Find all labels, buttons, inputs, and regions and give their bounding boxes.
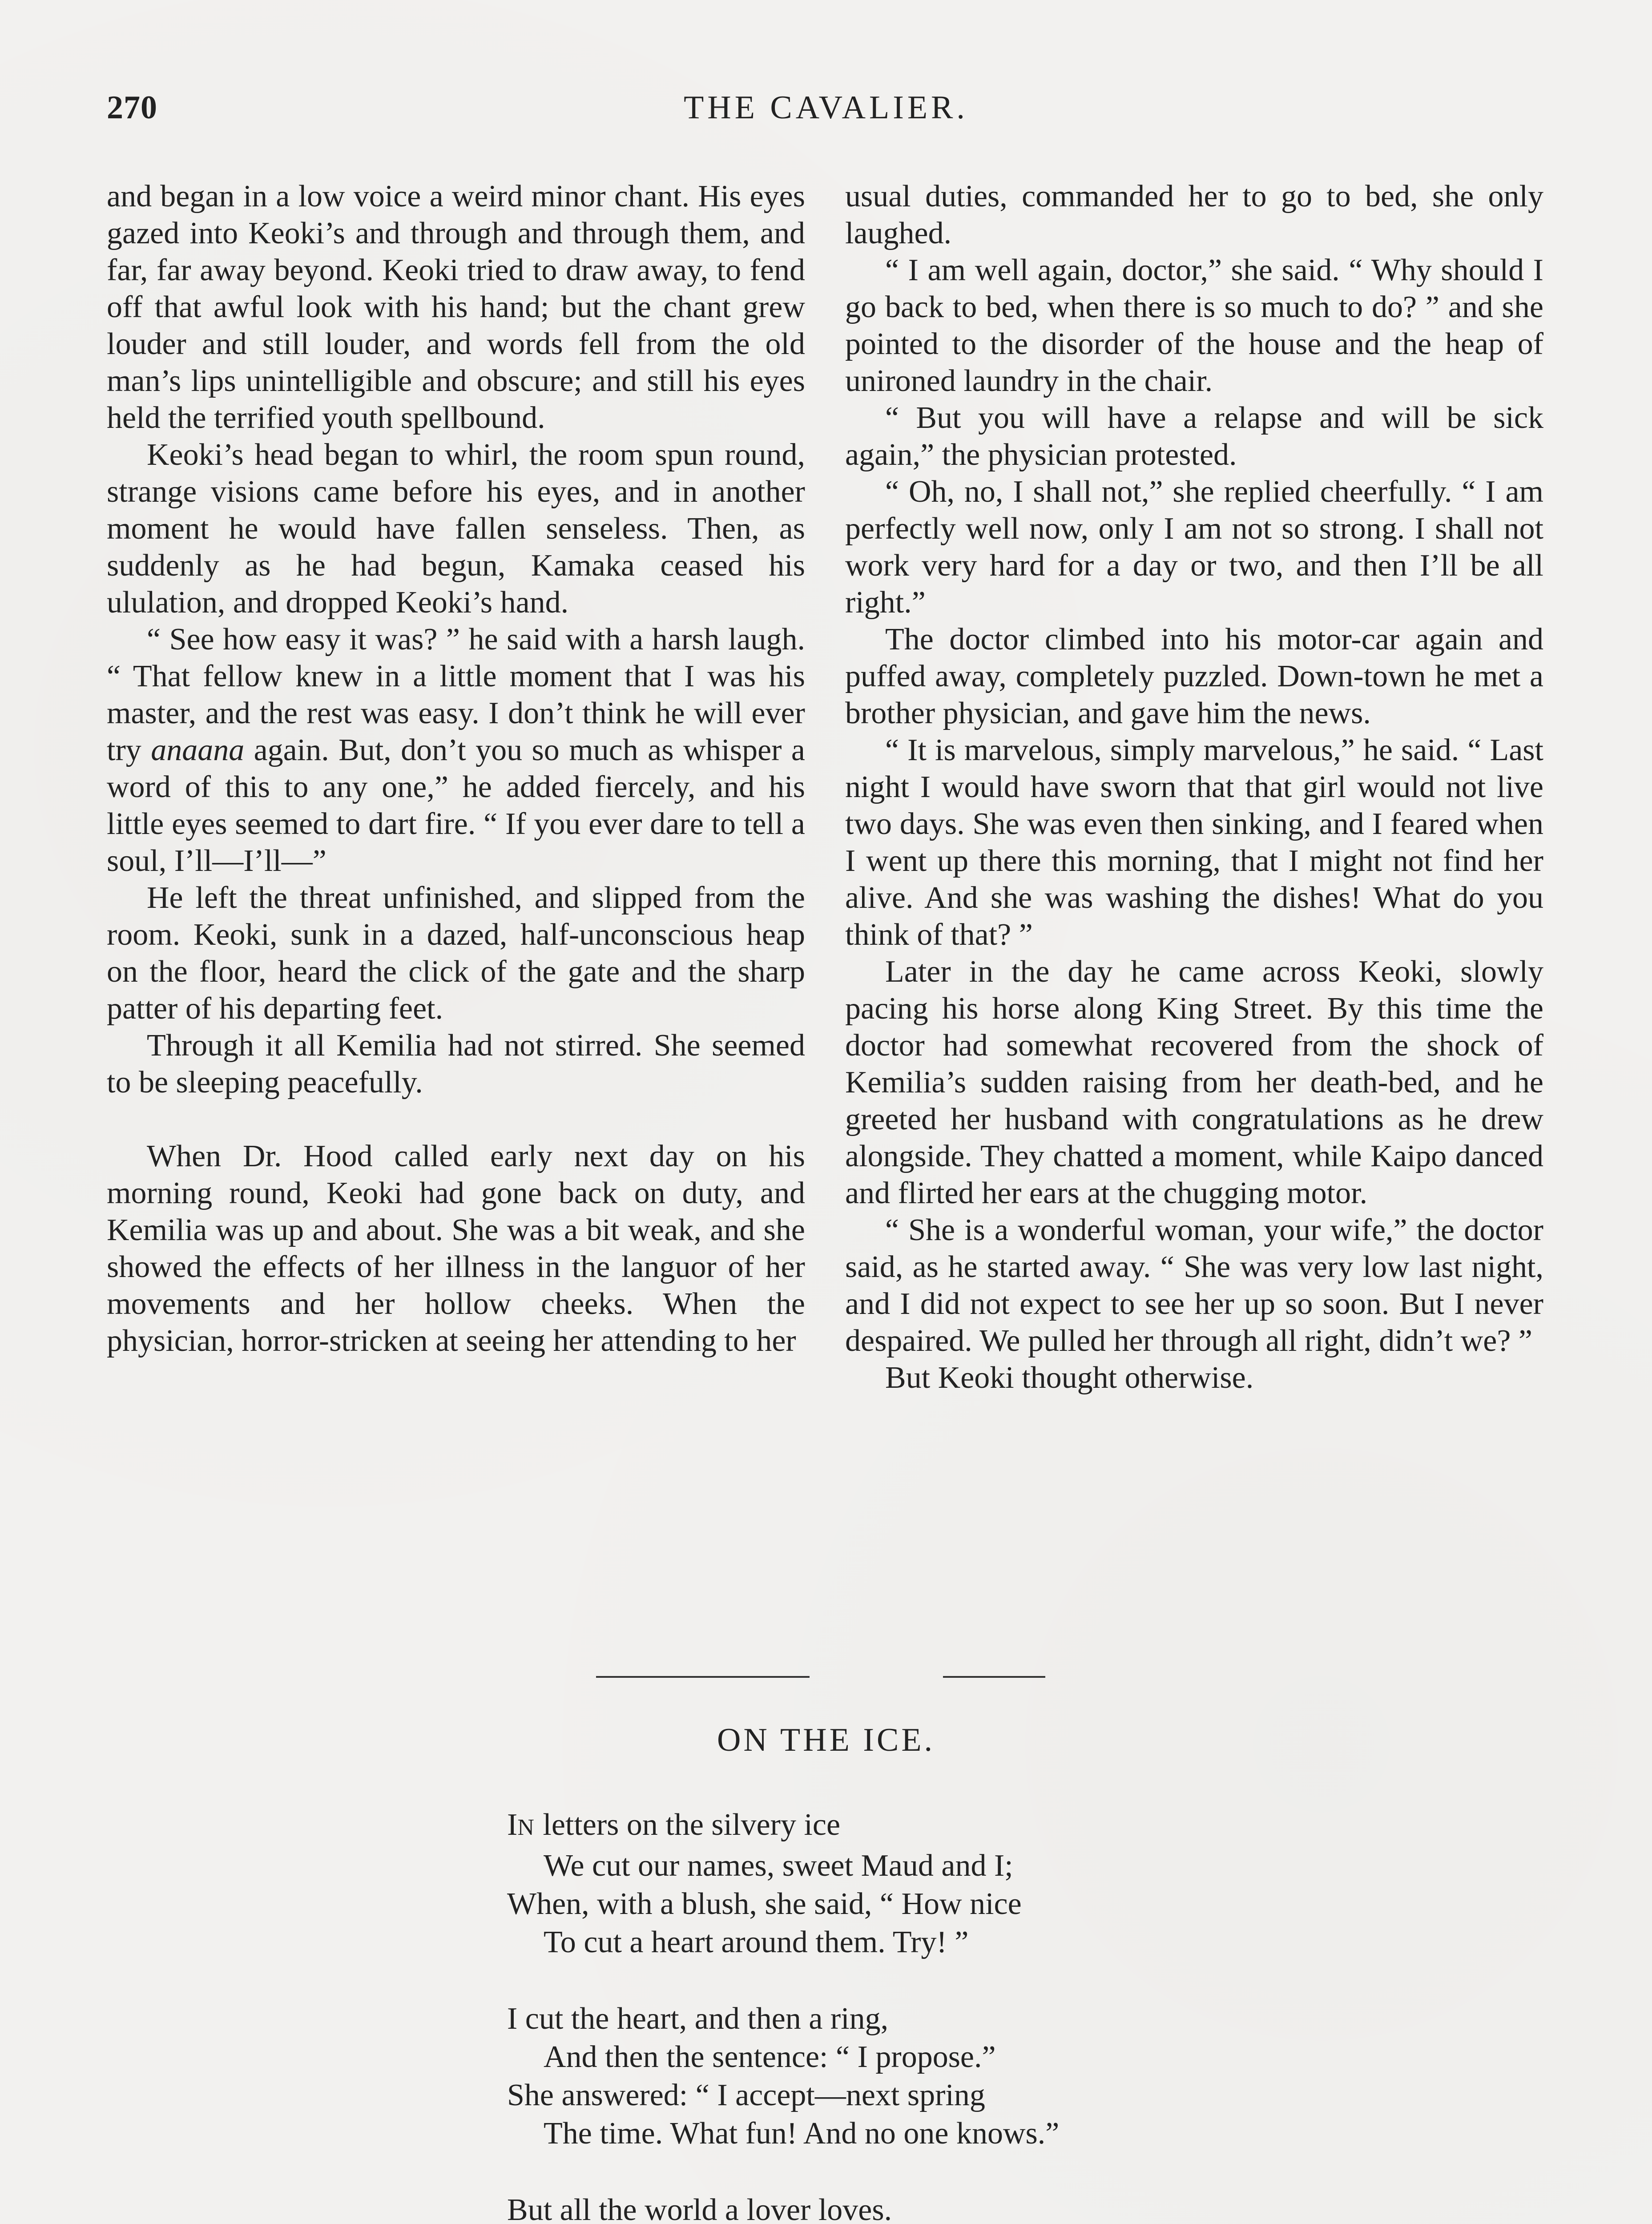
paragraph: and began in a low voice a weird minor chant. His eyes gazed into Keoki’s and through and through them, and far, far away beyond. Keoki tried to draw away, to fend off that awful look with his hand; but the chant grew louder and still louder, and words fell from the old man’s lips unintelligible and obscure; and still his eyes held the terrified youth spellbound. [107,179,805,435]
poem-stanza [507,2000,1397,2153]
paragraph: The doctor climbed into his motor-car again and puffed away, completely puzzled. Down-town he met a brother physician, and gave him the news. [845,622,1543,730]
paragraph: “ But you will have a relapse and will be sick again,” the physician protested. [845,401,1543,472]
paragraph: “ Oh, no, I shall not,” she replied cheerfully. “ I am perfectly well now, only I am not so strong. I shall not work very hard for a day or two, and then I’ll be all right.” [845,475,1543,620]
paragraph: “ It is marvelous, simply marvelous,” he said. “ Last night I would have sworn that that girl would not live two days. She was even then sinking, and I feared when I went up there this morning, that I might not find her alive. And she was washing the dishes! What do you think of that? ” [845,733,1543,952]
page-number: 270 [107,89,157,126]
section-divider [943,1676,1045,1678]
poem-title: ON THE ICE. [717,1722,935,1758]
paragraph: Later in the day he came across Keoki, slowly pacing his horse along King Street. By this time the doctor had somewhat recovered from the shock of Kemilia’s sudden raising from her death-bed, and he greeted her husband with congratulations as he drew alongside. They chatted a moment, while Kaipo danced and flirted her ears at the chugging motor. [845,955,1543,1210]
paragraph: “ She is a wonderful woman, your wife,” the doctor said, as he started away. “ She was very low last night, and I did not expect to see her up so soon. But I never despaired. We pulled her through all right, didn’t we? ” [845,1213,1543,1358]
poem-line: When, with a blush, she said, “ How nice [507,1887,1022,1921]
paragraph: usual duties, commanded her to go to bed, she only laughed. [845,179,1543,250]
poem-line: She answered: “ I accept—next spring [507,2078,985,2112]
poem-line-text: letters on the silvery ice [535,1808,841,1842]
poem-line: The time. What fun! And no one knows.” [544,2116,1060,2151]
left-column [107,178,805,1359]
paragraph: “ I am well again, doctor,” she said. “ Why should I go back to bed, when there is so much to do? ” and she pointed to the disorder of the house and the heap of unironed laundry in the chair. [845,253,1543,398]
right-column [845,178,1543,1396]
paragraph: But Keoki thought otherwise. [885,1361,1254,1395]
italic-word: anaana [151,733,245,767]
poem-line: To cut a heart around them. Try! ” [544,1925,969,1959]
poem-line: And then the sentence: “ I propose.” [544,2040,996,2074]
paragraph: He left the threat unfinished, and slipped from the room. Keoki, sunk in a dazed, half-unconscious heap on the floor, heard the click of the gate and the sharp patter of his departing feet. [107,881,805,1026]
paragraph: Keoki’s head began to whirl, the room spun round, strange visions came before his eyes, and in another moment he would have fallen senseless. Then, as suddenly as he had begun, Kamaka ceased his ululation, and dropped Keoki’s hand. [107,438,805,620]
section-divider [596,1676,810,1678]
poem-stanza [507,2191,1397,2224]
poem-stanza [507,1806,1397,1962]
paragraph: When Dr. Hood called early next day on his morning round, Keoki had gone back on duty, and Kemilia was up and about. She was a bit weak, and she showed the effects of her illness in the languor of her movements and her hollow cheeks. When the physician, horror-stricken at seeing her attending to her [107,1139,805,1358]
running-title: THE CAVALIER. [684,89,968,126]
poem-line: We cut our names, sweet Maud and I; [544,1849,1013,1883]
poem-line: I cut the heart, and then a ring, [507,2002,889,2036]
poem-line [507,1806,1397,1847]
poem [507,1806,1397,2224]
paragraph [107,621,805,879]
paragraph: Through it all Kemilia had not stirred. She seemed to be sleeping peacefully. [107,1028,805,1100]
small-caps: N [517,1815,535,1840]
poem-line: But all the world a lover loves. [507,2193,892,2224]
paragraph-text: “ See how easy it was? ” he said with a harsh laugh. “ That fellow knew in a little moment that I was his master, and the rest was easy. I don’t think he will ever try [107,622,805,767]
paragraph-text: again. But, don’t you so much as whisper a word of this to any one,” he added fiercely, and his little eyes seemed to dart fire. “ If you ever dare to tell a soul, I’ll—I’ll—” [107,733,805,878]
drop-initial: I [507,1808,518,1842]
